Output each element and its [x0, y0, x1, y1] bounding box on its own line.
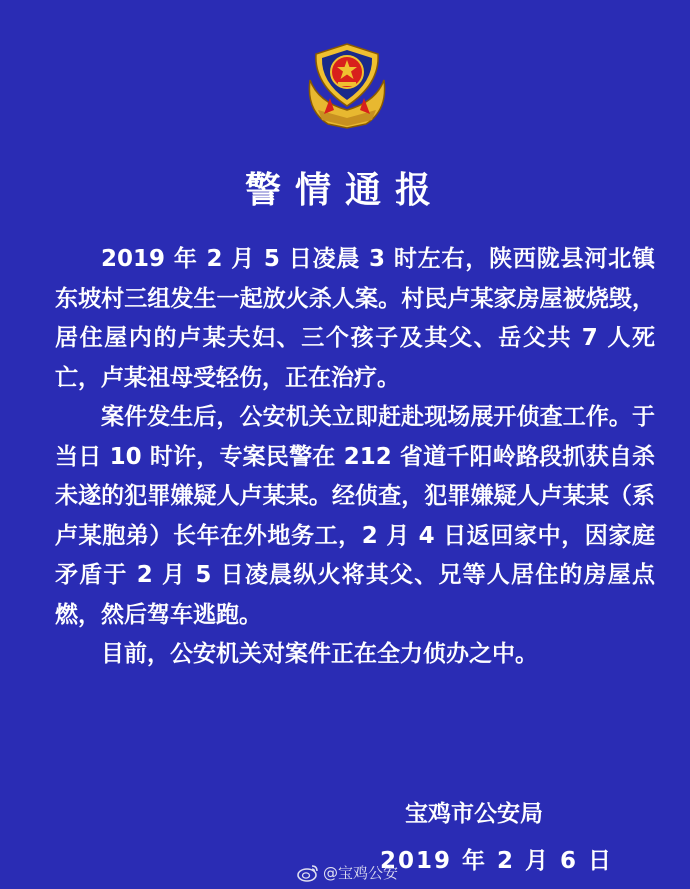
- police-badge-icon: [304, 40, 390, 130]
- paragraph-status: 目前，公安机关对案件正在全力侦办之中。: [101, 641, 538, 667]
- paragraph-incident: 2019 年 2 月 5 日凌晨 3 时左右，陕西陇县河北镇东坡村三组发生一起放火杀人案。村民卢某家房屋被烧毁，居住屋内的卢某夫妇、三个孩子及其父、岳父共 7 人死亡，卢某祖母受轻伤，正在治疗。: [55, 246, 655, 391]
- page-title: 警情通报: [244, 170, 445, 211]
- issue-date: 2019 年 2 月 6 日: [380, 848, 614, 874]
- paragraph-investigation: 案件发生后，公安机关立即赶赴现场展开侦查工作。于当日 10 时许，专案民警在 212 省道千阳岭路段抓获自杀未遂的犯罪嫌疑人卢某某。经侦查，犯罪嫌疑人卢某某（系卢某胞弟）长年在外地务工，2 月 4 日返回家中，因家庭矛盾于 2 月 5 日凌晨纵火将其父、兄等人居住的房屋点燃，然后驾车逃跑。: [55, 404, 655, 628]
- notice-body: [55, 240, 655, 675]
- weibo-icon: [297, 864, 319, 882]
- issuer-signature: 宝鸡市公安局: [405, 801, 543, 827]
- watermark-text: @宝鸡公安: [323, 864, 399, 882]
- weibo-watermark: [297, 862, 398, 883]
